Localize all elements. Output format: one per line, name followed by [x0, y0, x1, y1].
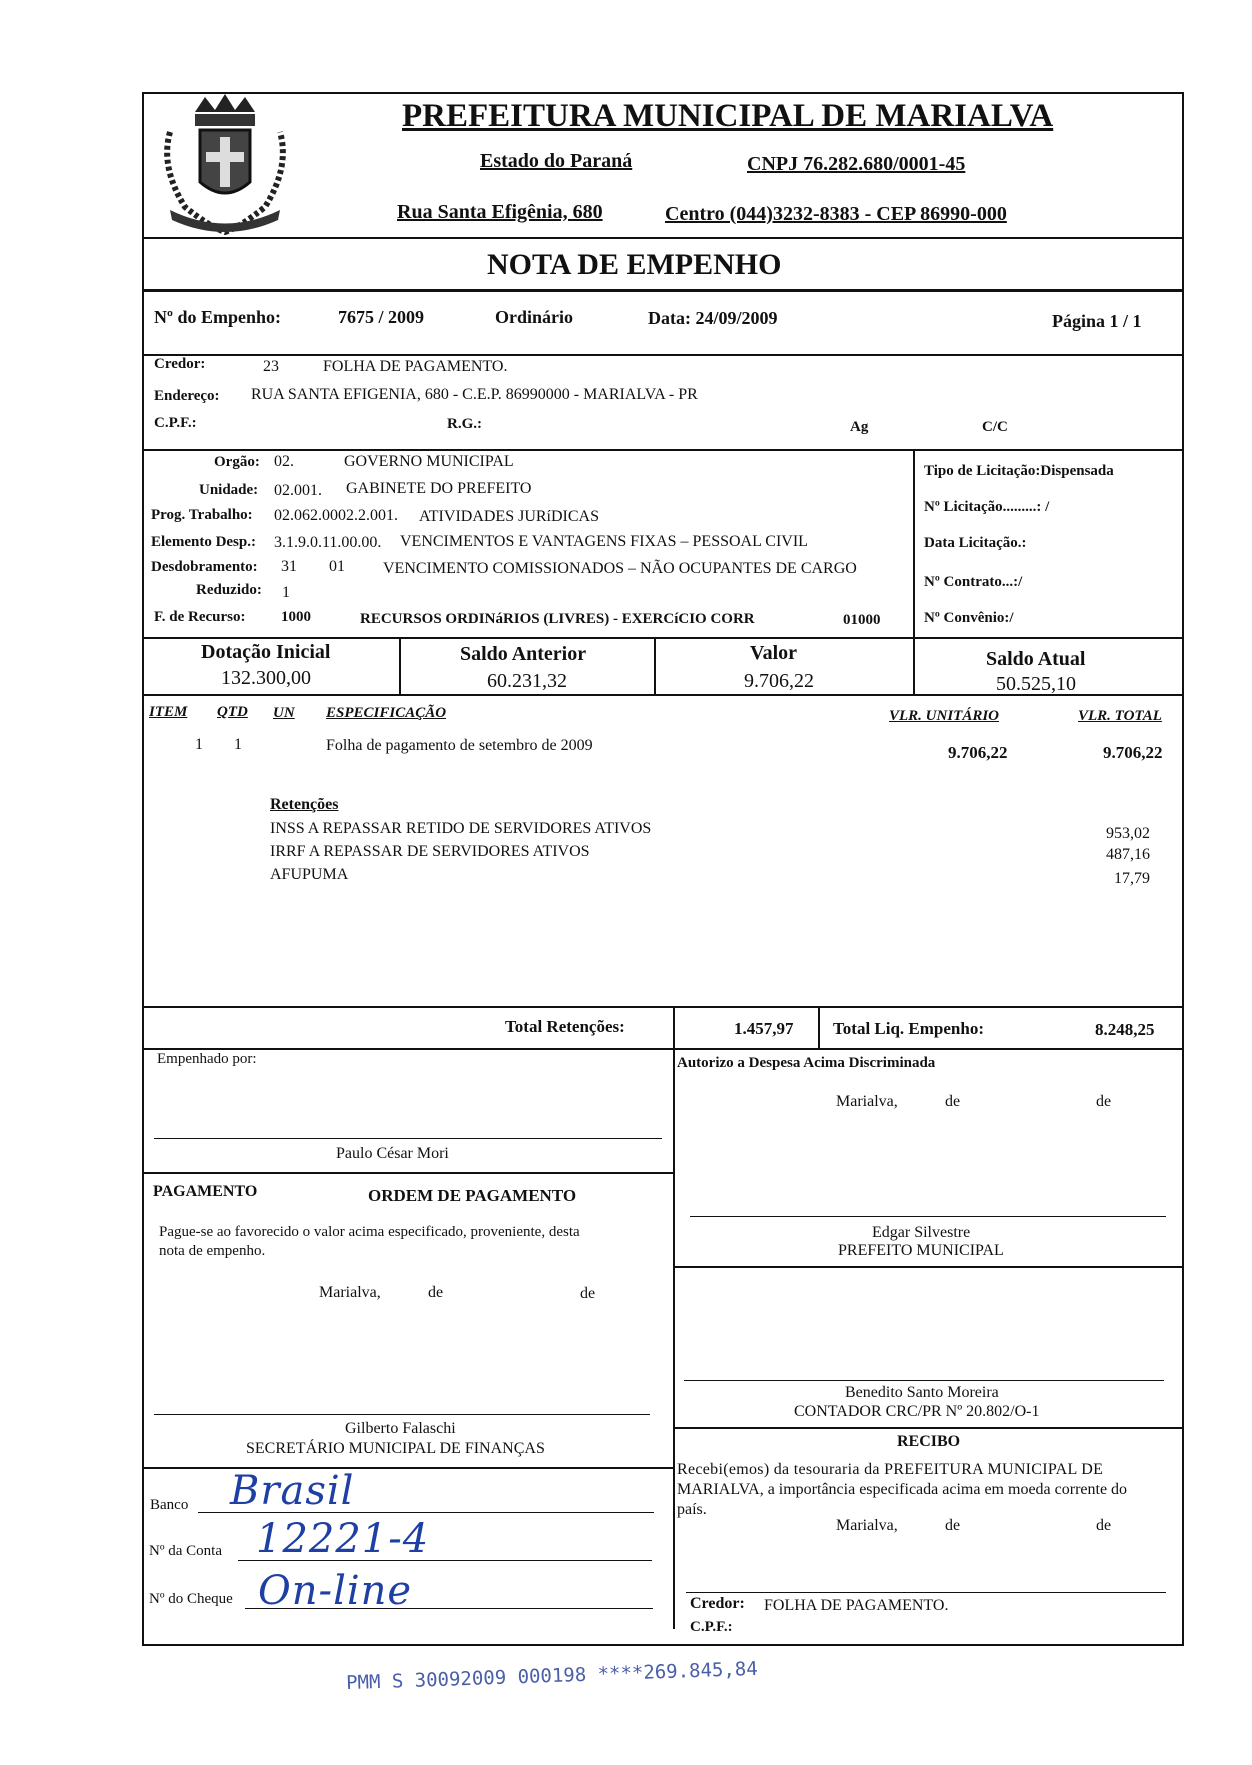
divider [142, 1172, 674, 1174]
prefeito-title: PREFEITO MUNICIPAL [838, 1242, 1004, 1259]
ordem-pagamento-label: ORDEM DE PAGAMENTO [368, 1186, 577, 1205]
city-name: Marialva, [836, 1517, 898, 1534]
divider [673, 1427, 1182, 1429]
conta-label: Nº da Conta [149, 1543, 222, 1559]
saldo-atual-value: 50.525,10 [996, 673, 1076, 695]
retencao-value: 487,16 [1106, 846, 1150, 863]
empenho-number-label: Nº do Empenho: [154, 307, 281, 327]
saldo-anterior-label: Saldo Anterior [460, 643, 587, 665]
col-qtd-header: QTD [217, 704, 248, 720]
empenho-type: Ordinário [495, 307, 574, 327]
tipo-licitacao: Tipo de Licitação:Dispensada [924, 463, 1114, 479]
fonte-recurso-code2: 01000 [843, 612, 881, 628]
pagamento-label: PAGAMENTO [153, 1183, 258, 1200]
page-number: Página 1 / 1 [1052, 311, 1142, 331]
fonte-recurso-name: RECURSOS ORDINáRIOS (LIVRES) - EXERCíCIO CORR [360, 611, 755, 627]
signature-line [686, 1592, 1166, 1593]
retencao-value: 953,02 [1106, 825, 1150, 842]
date-de: de [945, 1517, 961, 1534]
dotacao-label: Dotação Inicial [201, 641, 331, 663]
reduzido-value: 1 [282, 584, 290, 601]
endereco-label: Endereço: [154, 388, 220, 404]
item-total-value: 9.706,22 [1103, 743, 1163, 762]
divider [142, 289, 1182, 292]
contador-title: CONTADOR CRC/PR Nº 20.802/O-1 [794, 1403, 1040, 1420]
total-retencoes-label: Total Retenções: [505, 1017, 625, 1036]
recibo-credor-label: Credor: [690, 1595, 745, 1612]
state-name: Estado do Paraná [480, 150, 633, 172]
recibo-text: Recebi(emos) da tesouraria da PREFEITURA MUNICIPAL DE [677, 1461, 1104, 1478]
cpf-label: C.P.F.: [154, 415, 197, 431]
orgao-label: Orgão: [214, 454, 260, 470]
endereco-value: RUA SANTA EFIGENIA, 680 - C.E.P. 86990000 - MARIALVA - PR [251, 386, 698, 403]
recibo-text: país. [677, 1501, 707, 1518]
desdobramento-code1: 31 [281, 558, 297, 575]
desdobramento-name: VENCIMENTO COMISSIONADOS – NÃO OCUPANTES DE CARGO [383, 560, 857, 577]
col-vlr-total-header: VLR. TOTAL [1078, 708, 1162, 724]
pagamento-text: Pague-se ao favorecido o valor acima especificado, proveniente, desta [159, 1224, 580, 1240]
document-title: NOTA DE EMPENHO [487, 248, 782, 281]
orgao-name: GOVERNO MUNICIPAL [344, 453, 514, 470]
divider [142, 354, 1182, 356]
col-un-header: UN [273, 705, 295, 721]
banco-label: Banco [150, 1497, 189, 1513]
cheque-label: Nº do Cheque [149, 1591, 233, 1607]
contador-name: Benedito Santo Moreira [845, 1384, 999, 1401]
signature-line [690, 1216, 1166, 1217]
credor-label: Credor: [154, 356, 206, 372]
fonte-recurso-code: 1000 [281, 609, 311, 625]
total-retencoes-value: 1.457,97 [734, 1019, 794, 1038]
item-number: 1 [195, 736, 203, 753]
reduzido-label: Reduzido: [196, 582, 262, 598]
prog-trabalho-label: Prog. Trabalho: [151, 507, 253, 523]
cheque-handwritten: On-line [258, 1568, 413, 1614]
recibo-cpf-label: C.P.F.: [690, 1619, 733, 1635]
valor-value: 9.706,22 [744, 670, 814, 692]
unidade-name: GABINETE DO PREFEITO [346, 480, 532, 497]
saldo-anterior-value: 60.231,32 [487, 670, 567, 692]
orgao-code: 02. [274, 453, 294, 470]
numero-licitacao: Nº Licitação.........: / [924, 499, 1050, 515]
prefeito-name: Edgar Silvestre [872, 1224, 971, 1241]
data-licitacao: Data Licitação.: [924, 535, 1027, 551]
signature-line [154, 1414, 650, 1415]
divider [142, 1467, 674, 1469]
address: Rua Santa Efigênia, 680 [397, 201, 603, 223]
date-de: de [1096, 1517, 1112, 1534]
saldo-atual-label: Saldo Atual [986, 648, 1086, 670]
divider [142, 637, 1182, 639]
pagamento-text: nota de empenho. [159, 1243, 266, 1259]
retencao-desc: INSS A REPASSAR RETIDO DE SERVIDORES ATIVOS [270, 820, 652, 837]
recibo-text: MARIALVA, a importância especificada acima em moeda corrente do [677, 1481, 1128, 1498]
elemento-name: VENCIMENTOS E VANTAGENS FIXAS – PESSOAL CIVIL [400, 533, 808, 550]
credor-code: 23 [263, 358, 279, 375]
unidade-code: 02.001. [274, 482, 322, 499]
retencao-value: 17,79 [1114, 870, 1150, 887]
divider [142, 449, 1182, 451]
numero-convenio: Nº Convênio:/ [924, 610, 1014, 626]
credor-name: FOLHA DE PAGAMENTO. [323, 358, 508, 375]
divider [913, 449, 915, 639]
item-unit-value: 9.706,22 [948, 743, 1008, 762]
rg-label: R.G.: [447, 416, 482, 432]
desdobramento-code2: 01 [329, 558, 345, 575]
secretario-name: Gilberto Falaschi [345, 1420, 456, 1437]
date-de: de [580, 1285, 596, 1302]
divider [142, 1048, 1182, 1050]
center-phone-cep: Centro (044)3232-8383 - CEP 86990-000 [665, 203, 1007, 225]
bank-authentication-stamp: PMM S 30092009 000198 ****269.845,84 [345, 1657, 759, 1695]
total-liquido-label: Total Liq. Empenho: [833, 1019, 984, 1038]
divider [818, 1006, 820, 1048]
date-de: de [945, 1093, 961, 1110]
col-vlr-unit-header: VLR. UNITÁRIO [889, 708, 1000, 724]
empenhado-por-label: Empenhado por: [157, 1051, 257, 1067]
recibo-credor-value: FOLHA DE PAGAMENTO. [764, 1597, 949, 1614]
retencao-desc: IRRF A REPASSAR DE SERVIDORES ATIVOS [270, 843, 590, 860]
divider [673, 1266, 1182, 1268]
cnpj: CNPJ 76.282.680/0001-45 [747, 153, 966, 175]
autorizo-text: Autorizo a Despesa Acima Discriminada [677, 1055, 936, 1071]
item-qtd: 1 [234, 736, 242, 753]
divider [673, 1006, 675, 1629]
banco-handwritten: Brasil [230, 1468, 355, 1514]
coat-of-arms-logo [150, 92, 300, 242]
divider [913, 637, 915, 694]
conta-handwritten: 12221-4 [256, 1516, 430, 1562]
col-espec-header: ESPECIFICAÇÃO [326, 705, 447, 721]
elemento-label: Elemento Desp.: [151, 534, 256, 550]
cc-label: C/C [982, 419, 1008, 435]
empenho-date: Data: 24/09/2009 [648, 308, 778, 328]
retencao-desc: AFUPUMA [270, 866, 349, 883]
signature-line [684, 1380, 1164, 1381]
dotacao-value: 132.300,00 [221, 667, 311, 689]
total-liquido-value: 8.248,25 [1095, 1020, 1155, 1039]
city-name: Marialva, [319, 1284, 381, 1301]
empenhado-por-name: Paulo César Mori [336, 1145, 449, 1162]
recibo-heading: RECIBO [897, 1433, 961, 1450]
unidade-label: Unidade: [199, 482, 259, 498]
prog-trabalho-code: 02.062.0002.2.001. [274, 507, 398, 524]
empenho-number: 7675 / 2009 [338, 307, 425, 327]
divider [399, 637, 401, 694]
prog-trabalho-name: ATIVIDADES JURíDICAS [419, 508, 600, 525]
divider [654, 637, 656, 694]
date-de: de [428, 1284, 444, 1301]
secretario-title: SECRETÁRIO MUNICIPAL DE FINANÇAS [246, 1440, 545, 1457]
item-description: Folha de pagamento de setembro de 2009 [326, 737, 593, 754]
divider [142, 1006, 1182, 1008]
divider [142, 694, 1182, 696]
city-name: Marialva, [836, 1093, 898, 1110]
divider [142, 237, 1182, 239]
date-de: de [1096, 1093, 1112, 1110]
fonte-recurso-label: F. de Recurso: [154, 609, 246, 625]
desdobramento-label: Desdobramento: [151, 559, 258, 575]
col-item-header: ITEM [149, 704, 188, 720]
retencoes-heading: Retenções [270, 796, 339, 813]
municipality-title: PREFEITURA MUNICIPAL DE MARIALVA [402, 98, 1054, 134]
numero-contrato: Nº Contrato...:/ [924, 574, 1023, 590]
valor-label: Valor [750, 642, 798, 664]
signature-line [154, 1138, 662, 1139]
ag-label: Ag [850, 419, 869, 435]
elemento-code: 3.1.9.0.11.00.00. [274, 534, 382, 551]
